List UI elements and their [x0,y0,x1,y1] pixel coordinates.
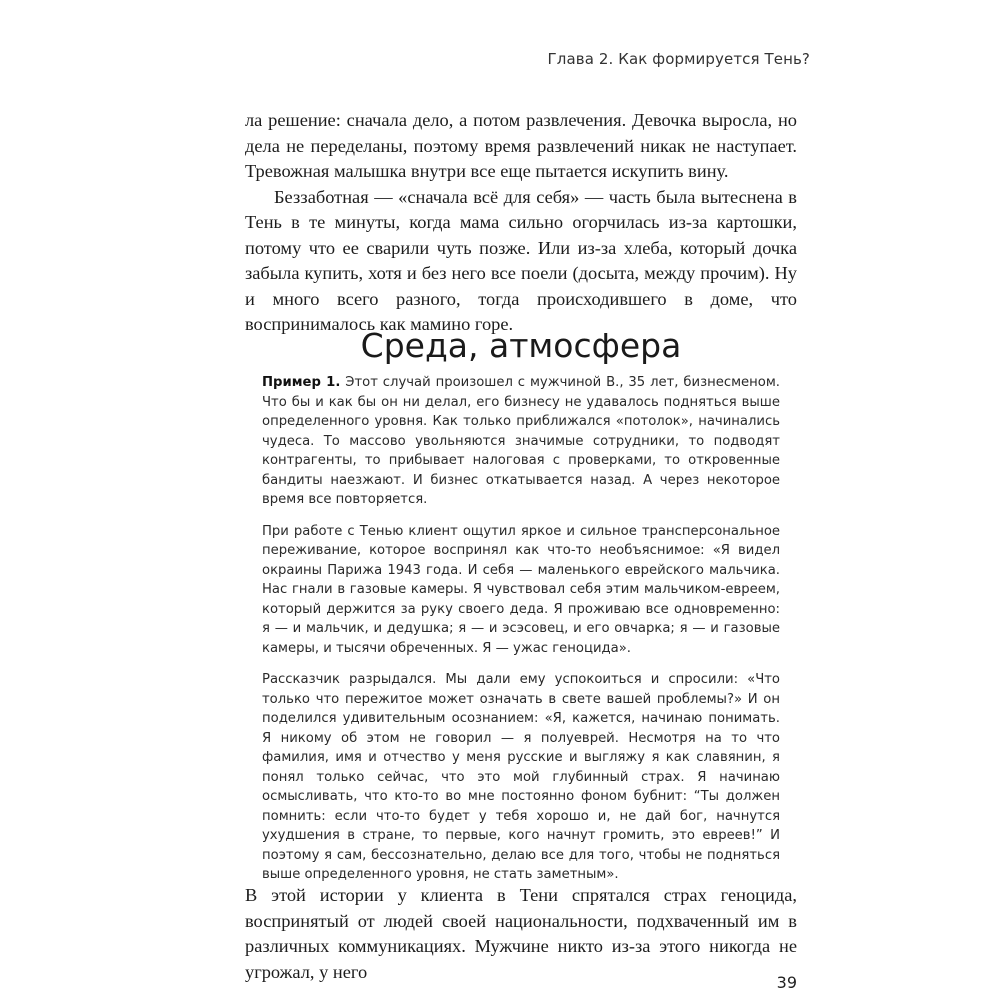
outro-paragraph-1: В этой истории у клиента в Тени спрятался страх геноцида, воспринятый от людей своей национальности, подхваченный им в различных коммуникациях. Мужчине никто из-за этого никогда не угрожал, у него [245,885,797,982]
intro-paragraph-2: Беззаботная — «сначала всё для себя» — часть была вытеснена в Тень в те минуты, когда мама сильно огорчилась из-за картошки, потому что ее сварили чуть позже. Или из-за хлеба, который дочка забыла купить, хотя и без него все поели (досыта, между прочим). Ну и много всего разного, тогда происходившего в доме, что воспринималось как мамино горе. [245,186,797,334]
example-label: Пример 1. [262,375,341,390]
intro-paragraph-1: ла решение: сначала дело, а потом развлечения. Девочка выросла, но дела не переделаны, поэтому время развлечений никак не наступает. Тревожная малышка внутри все еще пытается искупить вину. [245,110,797,181]
page-number: 39 [776,973,797,992]
example-block [262,373,780,897]
running-head: Глава 2. Как формируется Тень? [547,50,810,68]
example-paragraph-3: Рассказчик разрыдался. Мы дали ему успокоиться и спросили: «Что только что пережитое может означать в свете вашей проблемы?» И он поделился удивительным осознанием: «Я, кажется, начинаю понимать. Я никому об этом не говорил — я полуеврей. Несмотря на то что фамилия, имя и отчество у меня русские и выгляжу я как славянин, я понял только сейчас, что это мой глубинный страх. Я начинаю осмысливать, что кто-то во мне постоянно фоном бубнит: “Ты должен помнить: если что-то будет у тебя хорошо и, не дай бог, начнутся ухудшения в стране, то первые, кого начнут громить, это евреев!” И поэтому я сам, бессознательно, делаю все для того, чтобы не подняться выше определенного уровня, не стать заметным». [262,672,780,882]
section-heading: Среда, атмосфера [360,326,682,365]
example-paragraph-2: При работе с Тенью клиент ощутил яркое и сильное трансперсональное переживание, которое воспринял как что-то необъяснимое: «Я видел окраины Парижа 1943 года. И себя — маленького еврейского мальчика. Нас гнали в газовые камеры. Я чувствовал себя этим мальчиком-евреем, который держится за руку своего деда. Я проживаю все одновременно: я — и мальчик, и дедушка; я — и эсэсовец, и его овчарка; я — и газовые камеры, и тысячи обреченных. Я — ужас геноцида». [262,523,780,656]
example-paragraph-1-text: Этот случай произошел с мужчиной В., 35 лет, бизнесменом. Что бы и как бы он ни делал, его бизнесу не удавалось подняться выше определенного уровня. Как только приближался «потолок», начинались чудеса. То массово увольняются значимые сотрудники, то подводят контрагенты, то прибывает налоговая с проверками, то откровенные бандиты наезжают. И бизнес откатывается назад. А через некоторое время все повторяется. [262,375,780,507]
example-paragraph-1 [262,373,780,510]
outro-text [245,883,797,985]
intro-text [245,108,797,338]
